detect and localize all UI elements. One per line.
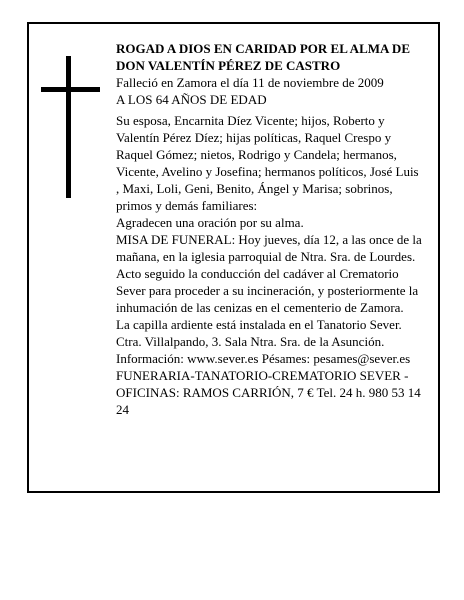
thanks-line: Agradecen una oración por su alma. bbox=[116, 215, 304, 230]
funeral-mass: MISA DE FUNERAL: Hoy jueves, día 12, a las once de la mañana, en la iglesia parroquial de Ntra. Sra. de Lourdes. Acto seguido la conducción del cadáver al Crematorio Sever para proceder a su incineración, y posteriormente la inhumación de las cenizas en el cementerio de Zamora. bbox=[116, 232, 422, 315]
death-line: Falleció en Zamora el día 11 de noviembre de 2009 bbox=[116, 75, 384, 90]
cross-horizontal-bar bbox=[41, 87, 100, 92]
notice-text bbox=[116, 40, 423, 418]
notice-heading: ROGAD A DIOS EN CARIDAD POR EL ALMA DE DON VALENTÍN PÉREZ DE CASTRO bbox=[116, 41, 410, 73]
obituary-notice bbox=[27, 22, 440, 493]
age-line: A LOS 64 AÑOS DE EDAD bbox=[116, 92, 267, 107]
funeral-home: FUNERARIA-TANATORIO-CREMATORIO SEVER - OFICINAS: RAMOS CARRIÓN, 7 € Tel. 24 h. 980 53 14 24 bbox=[116, 368, 421, 417]
contact-info: Información: www.sever.es Pésames: pesames@sever.es bbox=[116, 351, 411, 366]
family-list: Su esposa, Encarnita Díez Vicente; hijos, Roberto y Valentín Pérez Díez; hijas políticas, Raquel Crespo y Raquel Gómez; nietos, Rodrigo y Candela; hermanos, Vicente, Avelino y Josefina; hermanos políticos, José Luis , Maxi, Loli, Geni, Benito, Ángel y Marisa; sobrinos, primos y demás familiares: bbox=[116, 113, 419, 213]
cross-icon bbox=[41, 56, 100, 198]
chapel-info: La capilla ardiente está instalada en el Tanatorio Sever. Ctra. Villalpando, 3. Sala Ntra. Sra. de la Asunción. bbox=[116, 317, 402, 349]
cross-vertical-bar bbox=[66, 56, 71, 198]
